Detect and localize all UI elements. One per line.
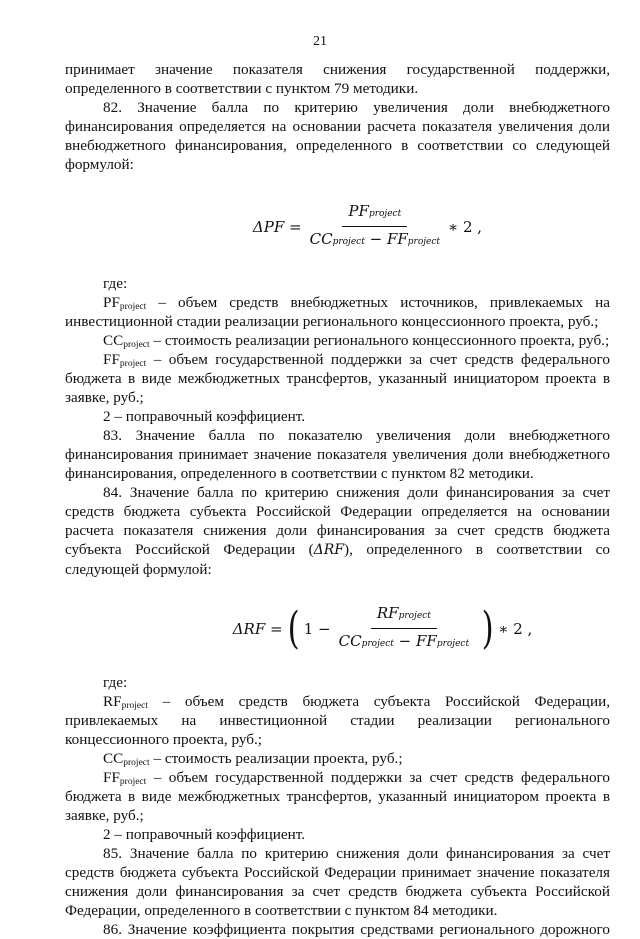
definition-coefficient: 2 – поправочный коэффициент. <box>103 826 306 843</box>
formula-fraction <box>306 202 444 252</box>
formula-one-minus: 1 − <box>303 619 331 638</box>
paragraph-84: 84. Значение балла по критерию снижения доли финансирования за счет средств бюджета субъекта Российской Федерации определяется на основании расчета показателя снижения доли финансирования за счет средств бюджета субъекта Российской Федерации (ΔRF), определенного в соответствии со следующей формулой: <box>65 484 611 578</box>
formula-delta-pf <box>125 194 610 260</box>
formula-lhs: ΔRF = <box>232 619 283 638</box>
fraction-denominator: CCproject − FFproject <box>309 230 441 248</box>
definition-cc: $CC_{project}$ – стоимость реализации проекта, руб.; <box>103 750 403 768</box>
paragraph-85: 85. Значение балла по критерию снижения доли финансирования за счет средств бюджета субъекта Российской Федерации принимает значение показателя снижения доли финансирования за счет средств бюджета субъекта Российской Федерации, определенного в соответствии с пунктом 84 методики. <box>65 845 610 919</box>
page-number: 21 <box>313 34 327 49</box>
paragraph-86: 86. Значение коэффициента покрытия средствами регионального дорожного <box>103 921 610 938</box>
paragraph-82: 82. Значение балла по критерию увеличения доли внебюджетного финансирования определяется на основании расчета показателя увеличения доли внебюджетного финансирования, определенного в соответствии со следующей формулой: <box>65 99 610 173</box>
where-label: где: <box>103 275 128 292</box>
left-paren: ( <box>287 603 300 654</box>
paragraph-83: 83. Значение балла по показателю увеличения доли внебюджетного финансирования принимает значение показателя увеличения доли внебюджетного финансирования, определенного в соответствии с пунктом 82 методики. <box>65 427 610 482</box>
definition-ff: $FF_{project}$ – объем государственной поддержки за счет средств федерального бюджета в виде межбюджетных трансфертов, указанный инициатором проекта в заявке, руб.; <box>65 769 610 824</box>
definition-coefficient: 2 – поправочный коэффициент. <box>103 408 306 425</box>
right-paren: ) <box>481 603 494 654</box>
fraction-numerator: RFproject <box>371 604 437 629</box>
formula-fraction <box>335 604 473 654</box>
where-label: где: <box>103 674 128 691</box>
fraction-denominator: CCproject − FFproject <box>338 632 470 650</box>
document-body <box>65 60 610 939</box>
formula-tail: ∗ 2 , <box>448 217 483 236</box>
definition-rf: $RF_{project}$ – объем средств бюджета субъекта Российской Федерации, привлекаемых на инвестиционной стадии реализации регионального концессионного проекта, руб.; <box>65 693 610 748</box>
definition-cc: $CC_{project}$ – стоимость реализации регионального концессионного проекта, руб.; <box>103 332 610 350</box>
formula-lhs: ΔPF = <box>252 217 302 236</box>
fraction-numerator: PFproject <box>342 202 407 227</box>
paragraph-intro: принимает значение показателя снижения государственной поддержки, определенного в соответствии с пунктом 79 методики. <box>65 61 610 97</box>
definition-pf: $PF_{project}$ – объем средств внебюджетных источников, привлекаемых на инвестиционной стадии реализации регионального концессионного проекта, руб.; <box>65 294 610 330</box>
formula-tail: ∗ 2 , <box>498 619 533 638</box>
definition-ff: $FF_{project}$ – объем государственной поддержки за счет средств федерального бюджета в виде межбюджетных трансфертов, указанный инициатором проекта в заявке, руб.; <box>65 351 610 406</box>
formula-delta-rf <box>155 593 610 665</box>
